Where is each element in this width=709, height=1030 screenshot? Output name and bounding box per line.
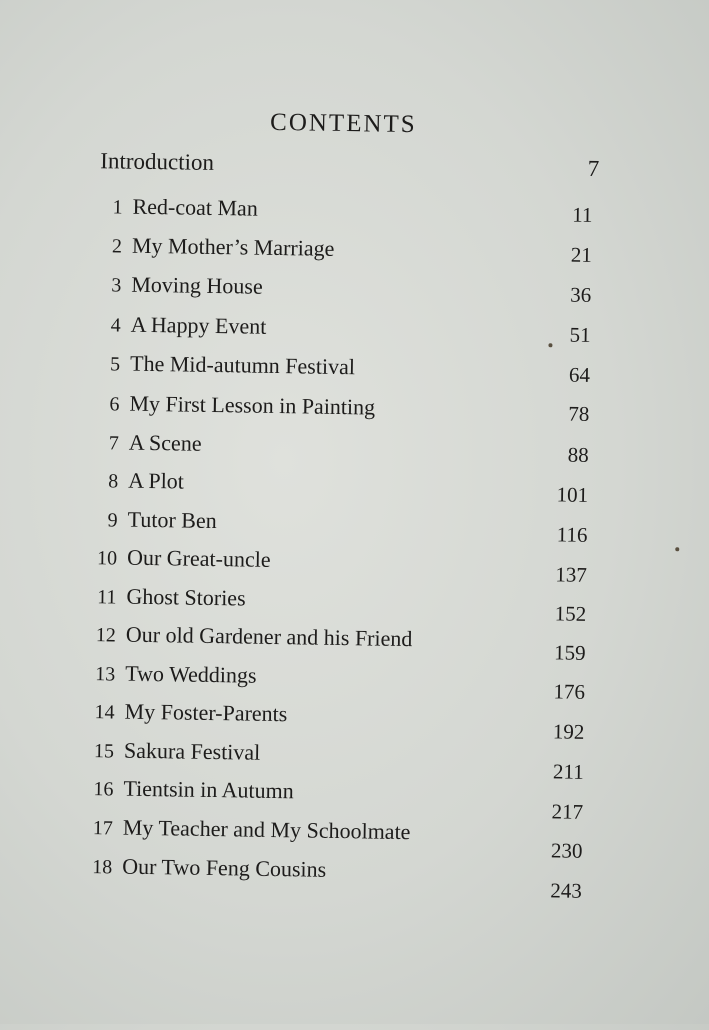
chapter-page-number: 137 [555, 562, 588, 587]
chapter-number: 10 [96, 547, 118, 570]
chapter-page-number: 211 [552, 759, 584, 784]
chapter-page-number: 176 [553, 679, 586, 704]
chapter-page-number: 116 [556, 522, 588, 547]
chapter-title: The Mid-autumn Festival [129, 350, 356, 380]
page-title: CONTENTS [269, 108, 417, 139]
paper-speck [675, 547, 679, 551]
chapter-page-number: 192 [552, 719, 585, 744]
chapter-page-number: 159 [553, 640, 586, 665]
chapter-number: 5 [109, 353, 121, 376]
chapter-page-number: 230 [550, 838, 583, 863]
chapter-title: My Mother’s Marriage [131, 232, 335, 261]
chapter-number: 11 [97, 586, 117, 609]
chapter-number: 17 [92, 817, 113, 840]
chapter-number: 15 [93, 740, 115, 763]
chapter-title: A Plot [128, 467, 185, 494]
chapter-page-number: 36 [570, 282, 592, 307]
chapter-page-number: 64 [568, 362, 591, 387]
chapter-title: Moving House [131, 271, 263, 299]
chapter-number: 7 [108, 432, 120, 455]
chapter-title: Our old Gardener and his Friend [125, 621, 413, 652]
chapter-number: 2 [111, 235, 123, 258]
chapter-number: 3 [111, 274, 122, 297]
chapter-number: 12 [95, 624, 117, 647]
chapter-title: Sakura Festival [123, 737, 261, 765]
chapter-title: A Scene [128, 429, 202, 456]
chapter-page-number: 51 [569, 322, 591, 347]
chapter-page-number: 101 [556, 482, 589, 507]
chapter-page-number: 88 [567, 442, 589, 467]
chapter-title: Our Two Feng Cousins [122, 853, 327, 882]
chapter-title: Ghost Stories [126, 583, 246, 611]
chapter-title: Tientsin in Autumn [123, 775, 294, 804]
chapter-number: 8 [108, 470, 119, 493]
chapter-page-number: 21 [570, 242, 593, 267]
chapter-number: 4 [110, 314, 121, 337]
chapter-number: 16 [93, 778, 114, 801]
chapter-number: 9 [107, 509, 118, 532]
chapter-number: 13 [95, 663, 116, 686]
chapter-number: 6 [109, 393, 120, 416]
chapter-page-number: 152 [554, 601, 587, 626]
introduction-page-number: 7 [587, 155, 600, 182]
chapter-title: Our Great-uncle [126, 544, 271, 572]
chapter-page-number: 243 [550, 878, 583, 903]
chapter-title: My Foster-Parents [124, 698, 288, 727]
paper-speck [548, 343, 552, 347]
introduction-label: Introduction [100, 148, 215, 175]
chapter-title: Tutor Ben [127, 506, 217, 534]
chapter-page-number: 217 [551, 799, 584, 824]
chapter-number: 14 [94, 701, 115, 724]
chapter-title: My First Lesson in Painting [129, 390, 376, 420]
chapter-number: 1 [112, 196, 123, 219]
chapter-page-number: 78 [568, 401, 590, 426]
chapter-page-number: 11 [572, 202, 593, 227]
chapter-title: My Teacher and My Schoolmate [122, 814, 411, 845]
chapter-number: 18 [92, 856, 113, 879]
chapter-title: Red-coat Man [132, 193, 259, 221]
chapter-title: Two Weddings [125, 660, 257, 688]
chapter-title: A Happy Event [130, 311, 267, 339]
